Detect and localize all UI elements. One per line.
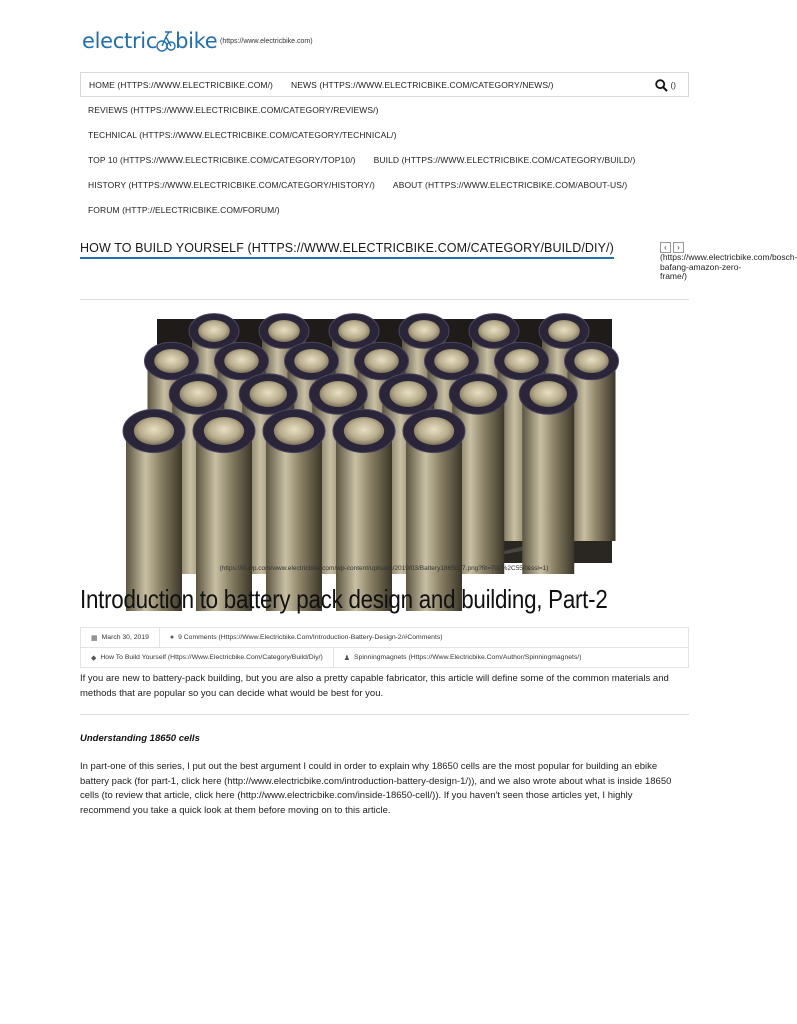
next-post-button[interactable]: › bbox=[673, 242, 684, 253]
meta-comments-text[interactable]: 9 Comments (Https://Www.Electricbike.Com/Introduction-Battery-Design-2/#Comments) bbox=[178, 634, 443, 641]
hero-image[interactable] bbox=[157, 319, 612, 563]
pager-link-text[interactable]: (https://www.electricbike.com/bosch-bafang-amazon-zero-frame/) bbox=[660, 252, 797, 281]
cell-cap bbox=[408, 320, 440, 342]
intro-paragraph: If you are new to battery-pack building, but you are also a pretty capable fabricator, this article will define some of the common materials and methods that are popular so you can decide what would be best for you. bbox=[80, 673, 669, 699]
cell-cap bbox=[504, 349, 539, 373]
cell-cap bbox=[250, 381, 287, 407]
cell-cap bbox=[364, 349, 399, 373]
nav-item-reviews[interactable]: REVIEWS (HTTPS://WWW.ELECTRICBIKE.COM/CATEGORY/REVIEWS/) bbox=[88, 104, 379, 115]
meta-date-text: March 30, 2019 bbox=[101, 634, 149, 641]
nav-row bbox=[80, 197, 689, 222]
comment-icon: ● bbox=[169, 634, 175, 641]
cell-cap bbox=[180, 381, 217, 407]
nav-item-history[interactable]: HISTORY (HTTPS://WWW.ELECTRICBIKE.COM/CATEGORY/HISTORY/) bbox=[88, 179, 375, 190]
nav-item-home[interactable]: HOME (HTTPS://WWW.ELECTRICBIKE.COM/) bbox=[89, 79, 273, 90]
cell-cap bbox=[154, 349, 189, 373]
nav-row bbox=[80, 72, 689, 97]
cell-cap bbox=[338, 320, 370, 342]
cell-cap bbox=[134, 417, 174, 445]
nav-row bbox=[80, 172, 689, 197]
site-logo[interactable] bbox=[82, 28, 217, 53]
cell-cap bbox=[434, 349, 469, 373]
nav-item-technical[interactable]: TECHNICAL (HTTPS://WWW.ELECTRICBIKE.COM/CATEGORY/TECHNICAL/) bbox=[88, 129, 397, 140]
bike-icon bbox=[156, 28, 176, 52]
battery-cells-photo bbox=[157, 319, 612, 563]
cell-cap bbox=[268, 320, 300, 342]
logo-url[interactable]: (https://www.electricbike.com) bbox=[220, 38, 313, 45]
cell-cap bbox=[574, 349, 609, 373]
meta-category-text[interactable]: How To Build Yourself (Https://Www.Electricbike.Com/Category/Build/Diy/) bbox=[100, 654, 323, 661]
article-title: Introduction to battery pack design and building, Part-2 bbox=[80, 584, 608, 614]
cell-cap bbox=[414, 417, 454, 445]
nav-row bbox=[80, 97, 689, 122]
nav-item-forum[interactable]: FORUM (HTTP://ELECTRICBIKE.COM/FORUM/) bbox=[88, 204, 280, 215]
nav-row bbox=[80, 122, 689, 147]
hero-caption[interactable]: (https://i0.wp.com/www.electricbike.com/wp-content/uploads/2019/03/Battery1865027.png?fit=700%2C550&ssl=1) bbox=[219, 565, 549, 572]
meta-category[interactable] bbox=[81, 648, 334, 667]
logo-text-prefix: electric bbox=[82, 29, 158, 53]
body-paragraph: In part-one of this series, I put out the best argument I could in order to explain why 18650 cells are the most popular for building an ebike battery pack (for part-1, click here (http://www.electricbike.com/introduction-battery-design-1/)), and we also wrote about what is inside 18650 cells (to review that article, click here (http://www.electricbike.com/inside-18650-cell/)). If you haven't seen those articles yet, I highly recommend you take a quick look at them before moving on to this article. bbox=[80, 761, 672, 816]
logo-text-suffix: bike bbox=[175, 29, 218, 53]
cell-cap bbox=[548, 320, 580, 342]
meta-author-text[interactable]: Spinningmagnets (Https://Www.Electricbike.Com/Author/Spinningmagnets/) bbox=[354, 654, 582, 661]
cell-cap bbox=[294, 349, 329, 373]
post-meta bbox=[80, 627, 689, 668]
cell-cap bbox=[198, 320, 230, 342]
search-icon bbox=[655, 79, 668, 92]
cell-cap bbox=[204, 417, 244, 445]
meta-author[interactable] bbox=[334, 648, 592, 667]
meta-comments[interactable] bbox=[160, 628, 453, 647]
cell-cap bbox=[344, 417, 384, 445]
nav-item-news[interactable]: NEWS (HTTPS://WWW.ELECTRICBIKE.COM/CATEGORY/NEWS/) bbox=[291, 79, 554, 90]
cell-cap bbox=[390, 381, 427, 407]
divider bbox=[80, 714, 689, 715]
cell-cap bbox=[320, 381, 357, 407]
category-heading[interactable]: HOW TO BUILD YOURSELF (HTTPS://WWW.ELECTRICBIKE.COM/CATEGORY/BUILD/DIY/) bbox=[80, 241, 614, 259]
nav-row bbox=[80, 147, 689, 172]
cell-cap bbox=[224, 349, 259, 373]
divider bbox=[80, 299, 689, 300]
main-nav bbox=[80, 72, 689, 222]
nav-item-build[interactable]: BUILD (HTTPS://WWW.ELECTRICBIKE.COM/CATEGORY/BUILD/) bbox=[373, 154, 636, 165]
meta-row bbox=[81, 628, 688, 647]
meta-date bbox=[81, 628, 160, 647]
cell-cap bbox=[530, 381, 567, 407]
search-button[interactable] bbox=[655, 79, 676, 92]
cell-cap bbox=[274, 417, 314, 445]
nav-item-about[interactable]: ABOUT (HTTPS://WWW.ELECTRICBIKE.COM/ABOUT-US/) bbox=[392, 179, 628, 190]
tag-icon: ◆ bbox=[91, 654, 97, 662]
user-icon: ♟ bbox=[343, 654, 351, 662]
cell-cap bbox=[460, 381, 497, 407]
section-subheading: Understanding 18650 cells bbox=[80, 733, 200, 744]
prev-post-button[interactable]: ‹ bbox=[660, 242, 671, 253]
nav-item-top10[interactable]: TOP 10 (HTTPS://WWW.ELECTRICBIKE.COM/CATEGORY/TOP10/) bbox=[88, 154, 356, 165]
meta-row bbox=[81, 647, 688, 667]
calendar-icon: ▦ bbox=[91, 634, 98, 642]
cell-cap bbox=[478, 320, 510, 342]
search-suffix: () bbox=[670, 81, 676, 90]
battery-cell bbox=[522, 394, 574, 574]
